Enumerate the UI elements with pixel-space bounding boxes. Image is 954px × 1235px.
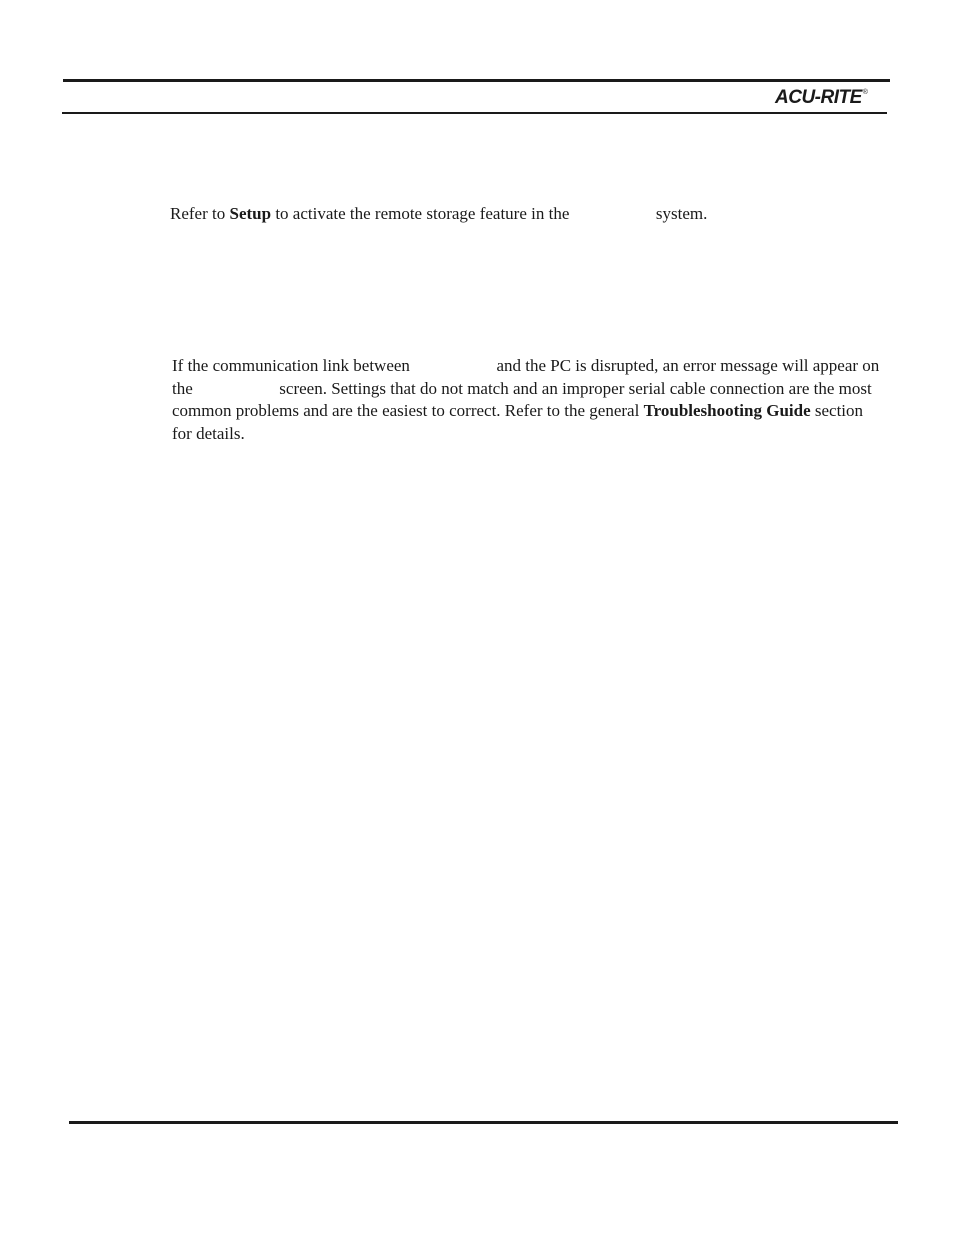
setup-link-text: Setup xyxy=(229,204,272,223)
setup-text-2: to activate the remote storage feature in the xyxy=(271,204,574,223)
trouble-text-2: and the PC is disrupted, an error message will appear on the xyxy=(172,356,880,398)
registered-mark: ® xyxy=(862,89,868,96)
footer-rule xyxy=(69,1121,898,1124)
trouble-text-4: section for details. xyxy=(172,401,864,443)
troubleshooting-paragraph xyxy=(172,355,887,445)
trouble-text-3: screen. Settings that do not match and an improper serial cable connection are the most common problems and are the easiest to correct. Refer to the general xyxy=(172,378,872,420)
logo-text: ACU-RITE xyxy=(775,87,862,108)
setup-text-3: system. xyxy=(651,204,708,223)
acu-rite-logo xyxy=(775,86,868,110)
troubleshooting-guide-text: Troubleshooting Guide xyxy=(643,401,811,420)
header-top-rule xyxy=(63,79,890,82)
setup-paragraph xyxy=(170,203,790,226)
header-bottom-rule xyxy=(62,112,887,114)
setup-text-1: Refer to xyxy=(170,204,230,223)
trouble-text-1: If the communication link between xyxy=(172,356,415,375)
